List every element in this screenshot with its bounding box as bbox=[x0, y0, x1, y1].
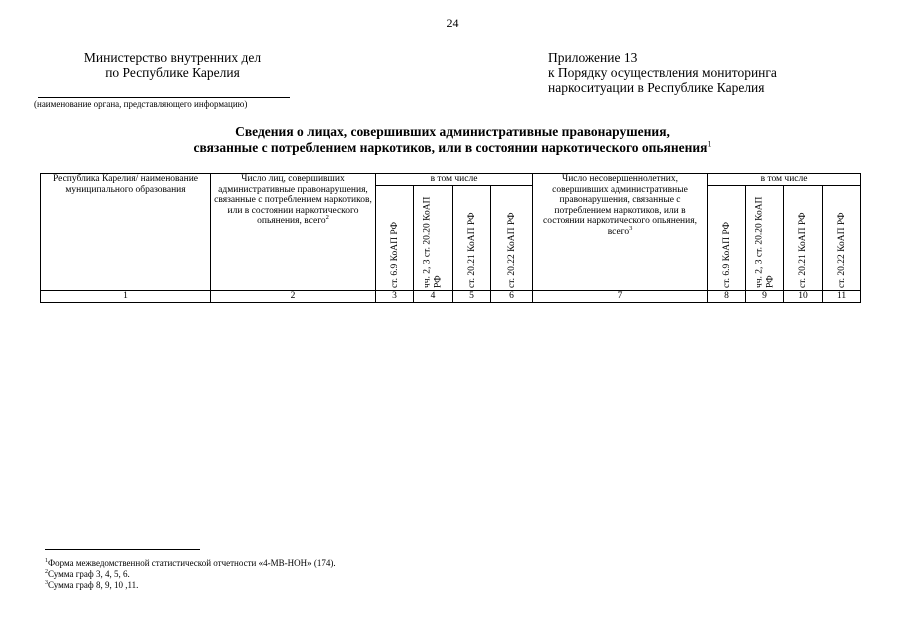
total-minors-text: Число несовершеннолетних, совершивших административные правонарушения, связанные с потреблением наркотиков, или в состоянии наркотического опьянения, всего bbox=[543, 174, 697, 237]
report-table bbox=[40, 173, 861, 303]
subheader-cell bbox=[453, 186, 491, 291]
appendix-block bbox=[548, 50, 777, 95]
appendix-reference-line2: наркоситуации в Республике Карелия bbox=[548, 80, 765, 95]
appendix-reference-line1: к Порядку осуществления мониторинга bbox=[548, 65, 777, 80]
article-label: ст. 20.21 КоАП РФ bbox=[466, 212, 477, 288]
table-header-row bbox=[41, 174, 861, 186]
footnote-mark: 2 bbox=[45, 569, 48, 575]
total-persons-text: Число лиц, совершивших административные правонарушения, связанные с потреблением наркотиков, или в состоянии наркотического опьянения, всего bbox=[214, 174, 372, 226]
column-number: 4 bbox=[414, 291, 453, 303]
subheader-cell bbox=[746, 186, 784, 291]
subheader-cell bbox=[784, 186, 823, 291]
subheader-cell bbox=[823, 186, 861, 291]
column-number: 11 bbox=[823, 291, 861, 303]
footnote-separator bbox=[45, 549, 200, 550]
footnote-item bbox=[45, 558, 336, 569]
column-number: 5 bbox=[453, 291, 491, 303]
column-number: 6 bbox=[491, 291, 533, 303]
footnote-text: Сумма граф 3, 4, 5, 6. bbox=[48, 569, 130, 579]
title-line2 bbox=[0, 140, 905, 156]
column-header-region: Республика Карелия/ наименование муниципального образования bbox=[41, 174, 211, 291]
article-label: ст. 6.9 КоАП РФ bbox=[389, 222, 400, 288]
footnote-mark: 3 bbox=[45, 580, 48, 586]
column-header-total-persons bbox=[211, 174, 376, 291]
article-label: ст. 6.9 КоАП РФ bbox=[721, 222, 732, 288]
total-persons-footnote-mark: 2 bbox=[325, 213, 329, 221]
title-line1: Сведения о лицах, совершивших административные правонарушения, bbox=[235, 124, 670, 139]
footnote-text: Сумма граф 8, 9, 10 ,11. bbox=[48, 580, 139, 590]
footnote-item bbox=[45, 569, 336, 580]
organization-name-line2: по Республике Карелия bbox=[105, 65, 240, 80]
column-number: 8 bbox=[708, 291, 746, 303]
organization-caption: (наименование органа, представляющего информацию) bbox=[34, 99, 248, 109]
article-label: ст. 20.21 КоАП РФ bbox=[797, 212, 808, 288]
document-title bbox=[0, 124, 905, 156]
column-number: 2 bbox=[211, 291, 376, 303]
column-number: 7 bbox=[533, 291, 708, 303]
in-total-header-b: в том числе bbox=[708, 174, 861, 186]
organization-name-line1: Министерство внутренних дел bbox=[83, 50, 262, 65]
column-header-total-minors bbox=[533, 174, 708, 291]
article-label: ст. 20.22 КоАП РФ bbox=[506, 212, 517, 288]
in-total-header-a: в том числе bbox=[376, 174, 533, 186]
column-number: 10 bbox=[784, 291, 823, 303]
article-label: чч. 2, 3 ст. 20.20 КоАП РФ bbox=[754, 196, 775, 288]
subheader-cell bbox=[376, 186, 414, 291]
article-label: чч. 2, 3 ст. 20.20 КоАП РФ bbox=[422, 196, 443, 288]
title-footnote-mark: 1 bbox=[707, 139, 712, 149]
title-line2-text: связанные с потреблением наркотиков, или в состоянии наркотического опьянения bbox=[193, 140, 708, 155]
article-label: ст. 20.22 КоАП РФ bbox=[836, 212, 847, 288]
page-number: 24 bbox=[446, 16, 459, 30]
column-number: 9 bbox=[746, 291, 784, 303]
organization-underline bbox=[38, 97, 290, 98]
subheader-cell bbox=[414, 186, 453, 291]
footnotes bbox=[45, 558, 336, 591]
subheader-cell bbox=[708, 186, 746, 291]
footnote-text: Форма межведомственной статистической отчетности «4-МВ-НОН» (174). bbox=[48, 558, 336, 568]
column-number: 1 bbox=[41, 291, 211, 303]
subheader-cell bbox=[491, 186, 533, 291]
footnote-item bbox=[45, 580, 336, 591]
column-number-row bbox=[41, 291, 861, 303]
organization-block bbox=[40, 50, 305, 80]
appendix-number: Приложение 13 bbox=[548, 50, 638, 65]
footnote-mark: 1 bbox=[45, 558, 48, 564]
column-number: 3 bbox=[376, 291, 414, 303]
total-minors-footnote-mark: 3 bbox=[629, 224, 633, 232]
